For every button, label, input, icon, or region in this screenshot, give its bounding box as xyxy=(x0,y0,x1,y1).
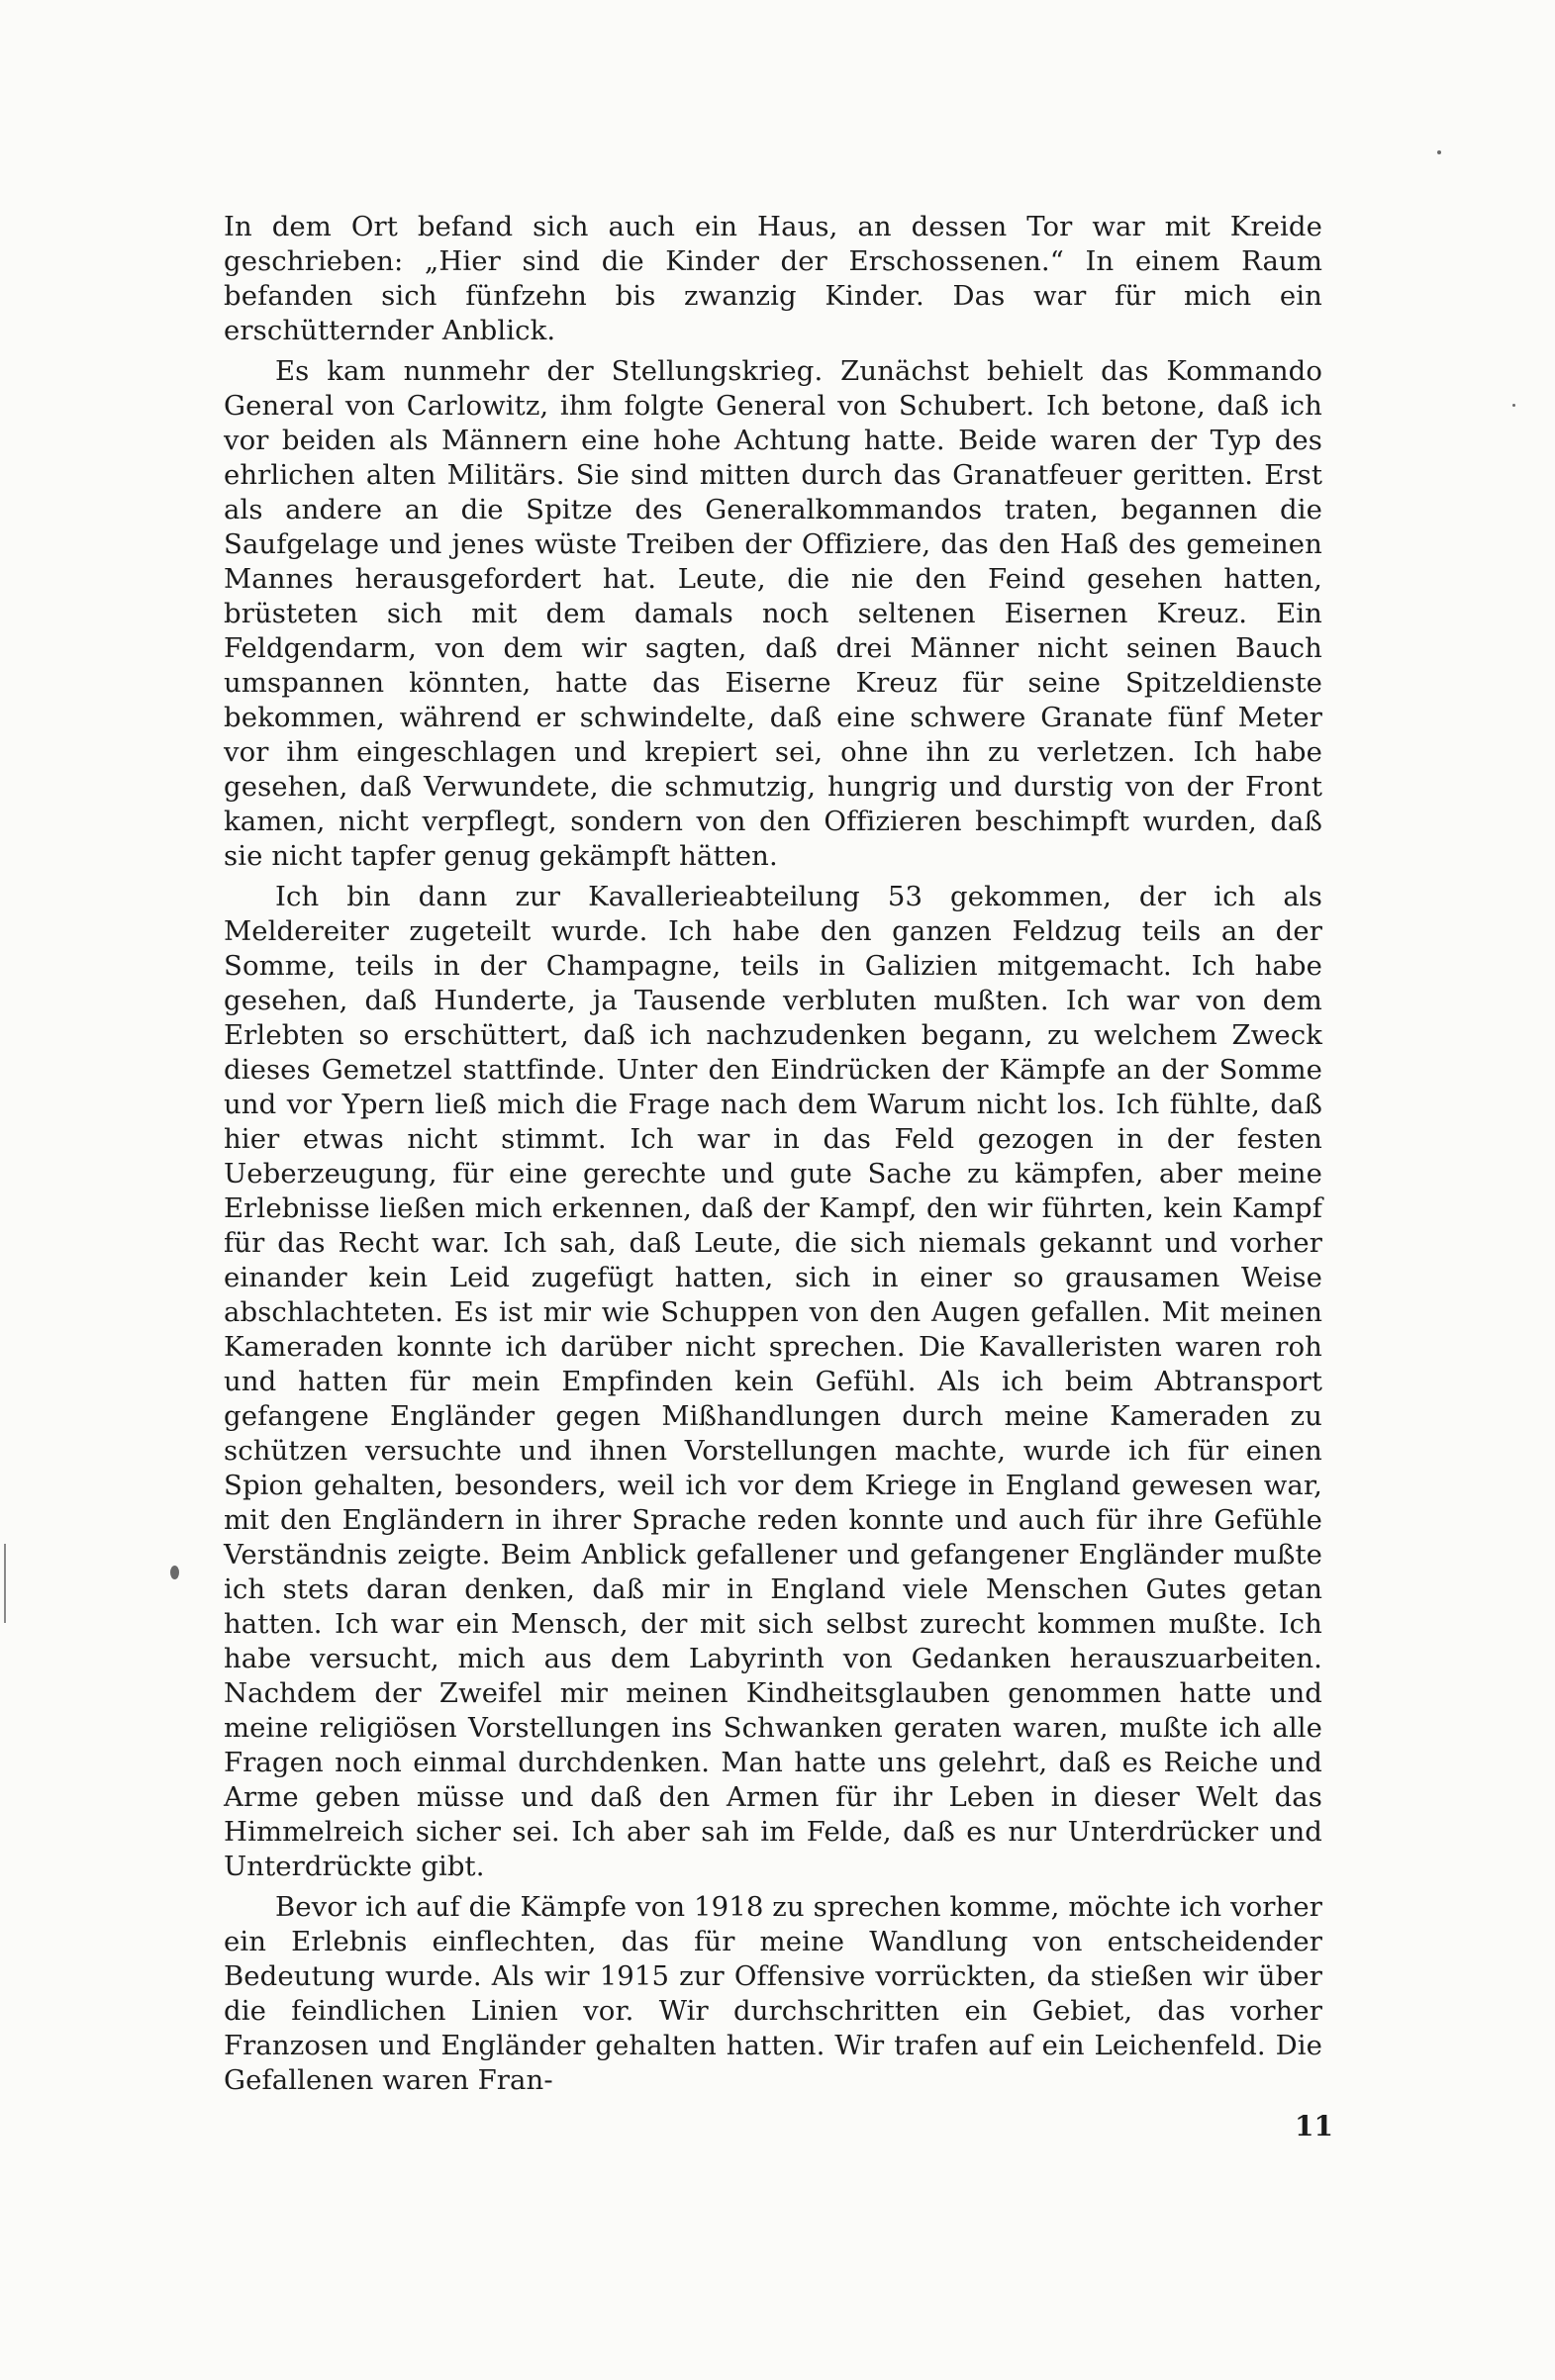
paragraph-1: In dem Ort befand sich auch ein Haus, an dessen Tor war mit Kreide geschrieben: „Hier sind die Kinder der Erschossenen.“ In einem Raum befanden sich fünfzehn bis zwanzig Kinder. Das war für mich ein erschütternder Anblick. xyxy=(224,211,1322,346)
paragraph-2: Es kam nunmehr der Stellungskrieg. Zunächst behielt das Kommando General von Carlowitz, ihm folgte General von Schubert. Ich betone, daß ich vor beiden als Männern eine hohe Achtung hatte. Beide waren der Typ des ehrlichen alten Militärs. Sie sind mitten durch das Granatfeuer geritten. Erst als andere an die Spitze des Generalkommandos traten, begannen die Saufgelage und jenes wüste Treiben der Offiziere, das den Haß des gemeinen Mannes herausgefordert hat. Leute, die nie den Feind gesehen hatten, brüsteten sich mit dem damals noch seltenen Eisernen Kreuz. Ein Feldgendarm, von dem wir sagten, daß drei Männer nicht seinen Bauch umspannen könnten, hatte das Eiserne Kreuz für seine Spitzeldienste bekommen, während er schwindelte, daß eine schwere Granate fünf Meter vor ihm eingeschlagen und krepiert sei, ohne ihn zu verletzen. Ich habe gesehen, daß Verwundete, die schmutzig, hungrig und durstig von der Front kamen, nicht verpflegt, sondern von den Offizieren beschimpft wurden, daß sie nicht tapfer genug gekämpft hätten. xyxy=(224,355,1322,872)
left-edge-mark xyxy=(4,1544,6,1623)
paragraph-3: Ich bin dann zur Kavallerieabteilung 53 gekommen, der ich als Meldereiter zugeteilt wurde. Ich habe den ganzen Feldzug teils an der Somme, teils in der Champagne, teils in Galizien mitgemacht. Ich habe gesehen, daß Hunderte, ja Tausende verbluten mußten. Ich war von dem Erlebten so erschüttert, daß ich nachzudenken begann, zu welchem Zweck dieses Gemetzel stattfinde. Unter den Eindrücken der Kämpfe an der Somme und vor Ypern ließ mich die Frage nach dem Warum nicht los. Ich fühlte, daß hier etwas nicht stimmt. Ich war in das Feld gezogen in der festen Ueberzeugung, für eine gerechte und gute Sache zu kämpfen, aber meine Erlebnisse ließen mich erkennen, daß der Kampf, den wir führten, kein Kampf für das Recht war. Ich sah, daß Leute, die sich niemals gekannt und vorher einander kein Leid zugefügt hatten, sich in einer so grausamen Weise abschlachteten. Es ist mir wie Schuppen von den Augen gefallen. Mit meinen Kameraden konnte ich darüber nicht sprechen. Die Kavalleristen waren roh und hatten für mein Empfinden kein Gefühl. Als ich beim Abtransport gefangene Engländer gegen Mißhandlungen durch meine Kameraden zu schützen versuchte und ihnen Vorstellungen machte, wurde ich für einen Spion gehalten, besonders, weil ich vor dem Kriege in England gewesen war, mit den Engländern in ihrer Sprache reden konnte und auch für ihre Gefühle Verständnis zeigte. Beim Anblick gefallener und gefangener Engländer mußte ich stets daran denken, daß mir in England viele Menschen Gutes getan hatten. Ich war ein Mensch, der mit sich selbst zurecht kommen mußte. Ich habe versucht, mich aus dem Labyrinth von Gedanken herauszuarbeiten. Nachdem der Zweifel mir meinen Kindheitsglauben genommen hatte und meine religiösen Vorstellungen ins Schwanken geraten waren, mußte ich alle Fragen noch einmal durchdenken. Man hatte uns gelehrt, daß es Reiche und Arme geben müsse und daß den Armen für ihr Leben in dieser Welt das Himmelreich sicher sei. Ich aber sah im Felde, daß es nur Unterdrücker und Unterdrückte gibt. xyxy=(224,881,1322,1882)
ink-speck xyxy=(170,1566,179,1579)
ink-speck xyxy=(1512,404,1515,407)
paragraph-4: Bevor ich auf die Kämpfe von 1918 zu sprechen komme, möchte ich vorher ein Erlebnis einflechten, das für meine Wandlung von entscheidender Bedeutung wurde. Als wir 1915 zur Offensive vorrückten, da stießen wir über die feindlichen Linien vor. Wir durchschritten ein Gebiet, das vorher Franzosen und Engländer gehalten hatten. Wir trafen auf ein Leichenfeld. Die Gefallenen waren Fran- xyxy=(224,1891,1322,2096)
body-text xyxy=(224,210,1322,2098)
ink-speck xyxy=(1437,150,1441,154)
page-number: 11 xyxy=(1295,2110,1333,2142)
